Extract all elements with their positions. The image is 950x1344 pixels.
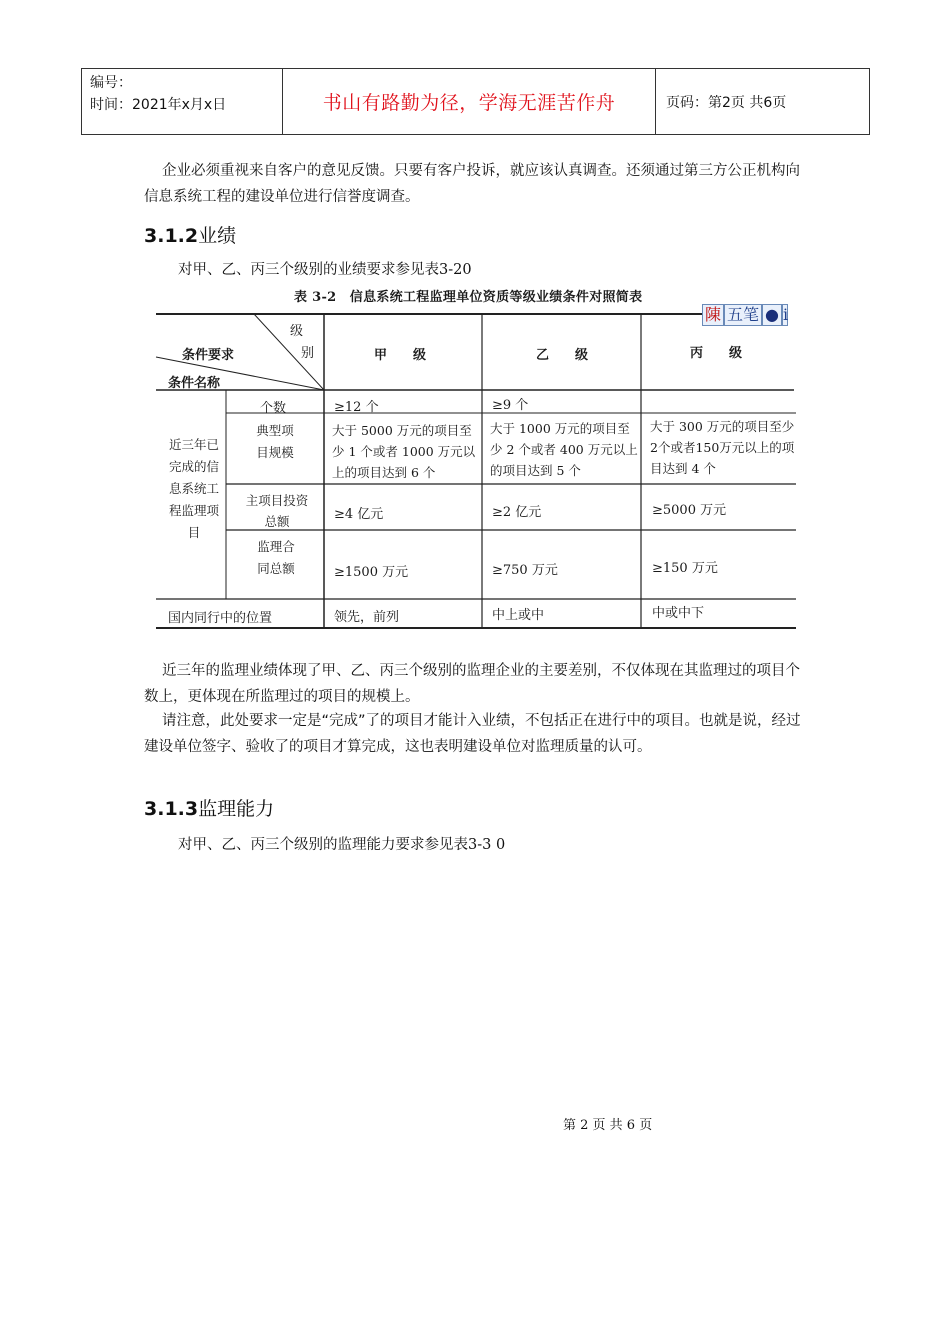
paragraph-difference: 近三年的监理业绩体现了甲、乙、丙三个级别的监理企业的主要差别，不仅体现在其监理过的项目个数上，更体现在所监理过的项目的规模上。 <box>144 663 800 705</box>
section-intro-312: 对甲、乙、丙三个级别的业绩要求参见表3-20 <box>178 262 472 278</box>
section-number: 3.1.2 <box>144 225 199 247</box>
page-footer: 第 2 页 共 6 页 <box>563 1118 653 1133</box>
header-number: 编号： <box>90 75 132 91</box>
paragraph-feedback: 企业必须重视来自客户的意见反馈。只要有客户投诉，就应该认真调查。还须通过第三方公正机构向信息系统工程的建设单位进行信誉度调查。 <box>144 163 800 205</box>
row-invest-label: 主项目投资总额 <box>245 493 309 529</box>
col-header-c: 丙 级 <box>690 346 743 361</box>
row-scale-c: 大于 300 万元的项目至少2个或者150万元以上的项目达到 4 个 <box>650 419 795 476</box>
row-invest-b: ≥2 亿元 <box>492 505 542 520</box>
row-contract-a: ≥1500 万元 <box>334 565 409 580</box>
row-scale-label: 典型项目规模 <box>256 423 294 460</box>
section-heading-312 <box>144 221 236 248</box>
row-rank-c: 中或中下 <box>652 606 705 621</box>
corner-name: 条件名称 <box>168 376 221 391</box>
ime-punct-icon[interactable]: ● <box>762 304 782 326</box>
section-number: 3.1.3 <box>144 798 199 820</box>
corner-requirement: 条件要求 <box>182 348 235 363</box>
header-page-code: 页码：第2页 共6页 <box>666 94 787 111</box>
col-header-a: 甲 级 <box>374 348 427 363</box>
group-label: 近三年已完成的信息系统工程监理项目 <box>168 437 219 540</box>
table-caption: 表 3-2 信息系统工程监理单位资质等级业绩条件对照简表 <box>294 290 643 305</box>
row-invest-c: ≥5000 万元 <box>652 503 727 518</box>
col-header-b: 乙 级 <box>536 348 589 363</box>
section-title: 监理能力 <box>198 798 275 820</box>
row-scale-a: 大于 5000 万元的项目至少 1 个或者 1000 万元以上的项目达到 6 个 <box>332 423 476 480</box>
row-contract-label: 监理合同总额 <box>257 539 295 576</box>
corner-other: 别 <box>301 346 315 361</box>
row-count-label: 个数 <box>260 401 287 416</box>
section-heading-313 <box>144 794 274 821</box>
row-count-a: ≥12 个 <box>334 400 379 415</box>
ime-more-icon[interactable]: i <box>783 305 789 324</box>
row-rank-a: 领先，前列 <box>334 610 400 625</box>
header-motto: 书山有路勤为径，学海无涯苦作舟 <box>283 69 656 134</box>
row-scale-b: 大于 1000 万元的项目至少 2 个或者 400 万元以上的项目达到 5 个 <box>490 421 638 478</box>
header-time: 时间：2021年x月x日 <box>90 97 227 113</box>
section-intro-313: 对甲、乙、丙三个级别的监理能力要求参见表3-3 0 <box>178 837 506 853</box>
row-contract-b: ≥750 万元 <box>492 563 558 578</box>
ime-mode-button[interactable]: 五笔 <box>724 304 762 326</box>
page-header-box <box>81 68 870 135</box>
corner-level: 级 <box>290 324 304 339</box>
row-count-b: ≥9 个 <box>492 398 529 413</box>
ime-char-button[interactable]: 陳 <box>702 304 724 326</box>
paragraph-completion: 请注意，此处要求一定是“完成”了的项目才能计入业绩，不包括正在进行中的项目。也就是说，经过建设单位签字、验收了的项目才算完成，这也表明建设单位对监理质量的认可。 <box>144 713 801 755</box>
row-invest-a: ≥4 亿元 <box>334 507 384 522</box>
row-rank-b: 中上或中 <box>492 608 545 623</box>
row-rank-label: 国内同行中的位置 <box>168 611 273 626</box>
header-meta <box>82 69 283 134</box>
section-title: 业绩 <box>198 225 237 247</box>
row-contract-c: ≥150 万元 <box>652 561 718 576</box>
performance-table-figure <box>154 284 814 634</box>
